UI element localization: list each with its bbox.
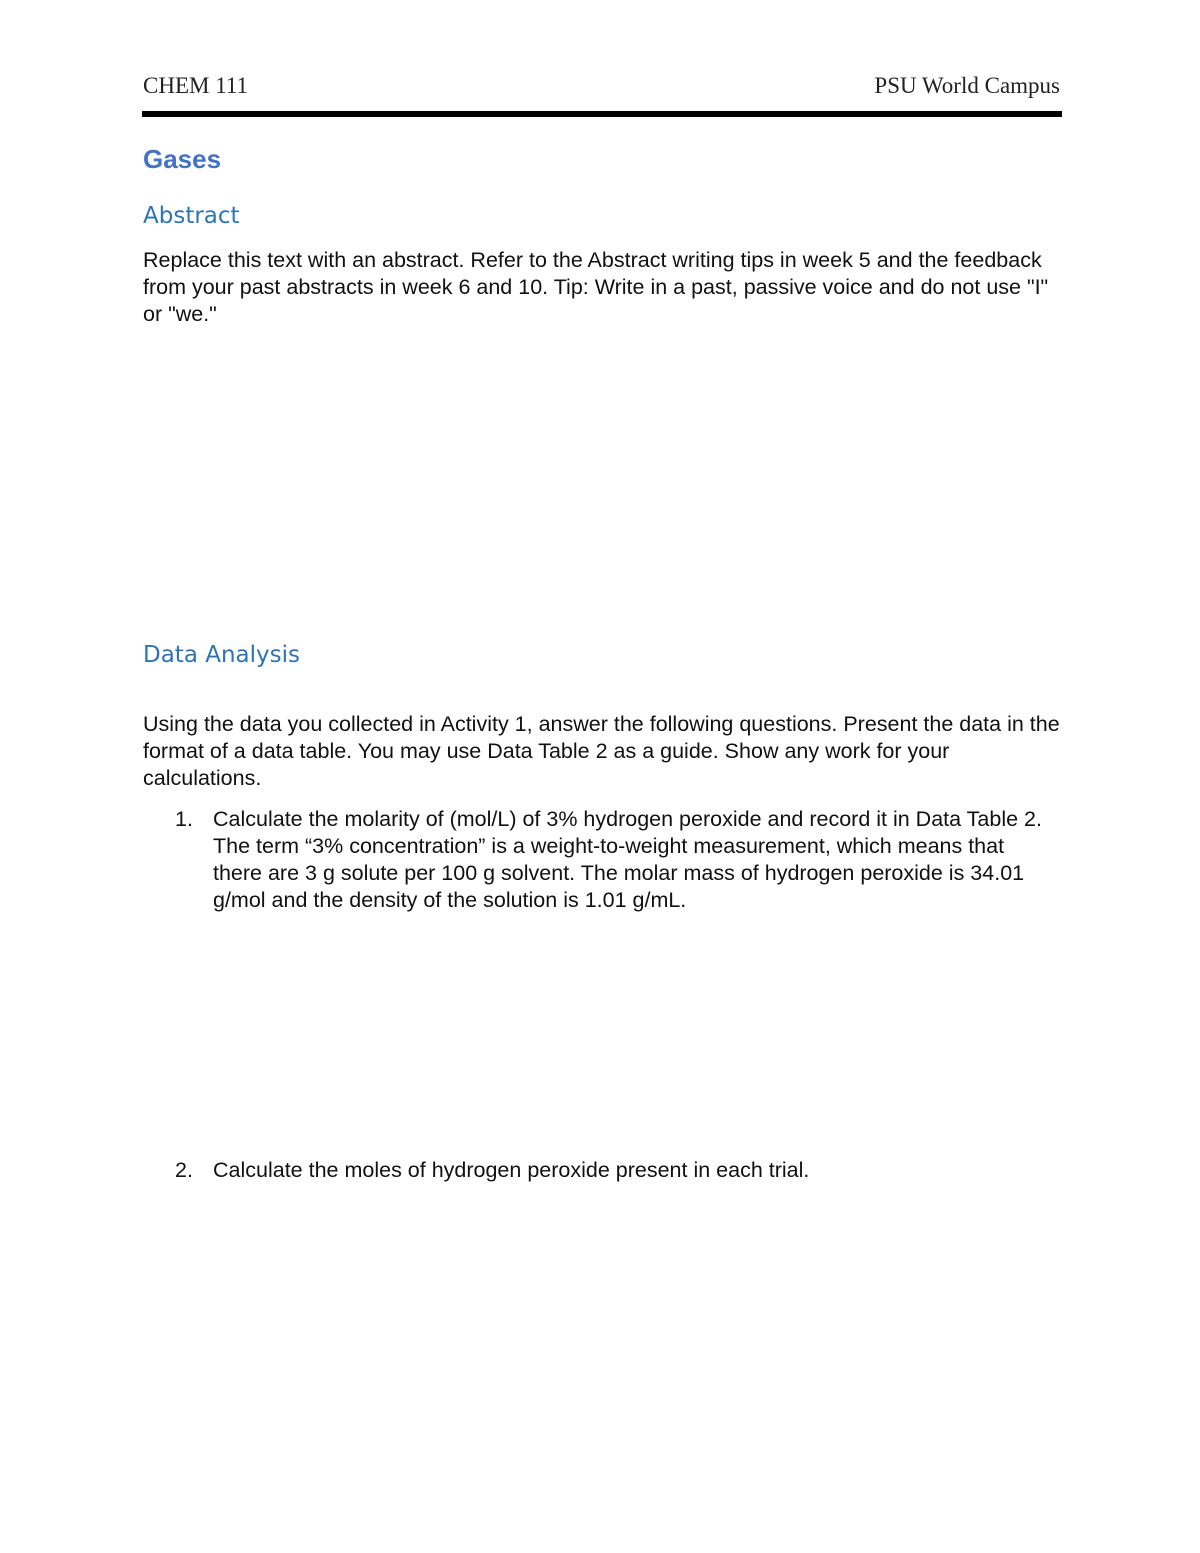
header-campus: PSU World Campus (874, 73, 1060, 98)
list-number: 2. (175, 1158, 193, 1182)
data-analysis-heading: Data Analysis (143, 642, 300, 668)
list-number: 1. (175, 807, 193, 831)
list-text: Calculate the moles of hydrogen peroxide present in each trial. (213, 1158, 810, 1182)
header-rule (142, 111, 1062, 117)
document-title: Gases (143, 144, 222, 174)
list-item-1 (175, 806, 1055, 914)
abstract-text: Replace this text with an abstract. Refer to the Abstract writing tips in week 5 and the feedback from your past abstracts in week 6 and 10. Tip: Write in a past, passive voice and do not use "I" or "we." (143, 248, 1049, 326)
data-analysis-intro: Using the data you collected in Activity 1, answer the following questions. Present the data in the format of a data table. You may use Data Table 2 as a guide. Show any work for your calculations. (143, 712, 1060, 790)
abstract-heading: Abstract (143, 203, 240, 229)
list-item-2 (175, 1157, 1055, 1184)
header-course: CHEM 111 (143, 73, 248, 98)
list-text: Calculate the molarity of (mol/L) of 3% hydrogen peroxide and record it in Data Table 2. The term “3% concentration” is a weight-to-weight measurement, which means that there are 3 g solute per 100 g solvent. The molar mass of hydrogen peroxide is 34.01 g/mol and the density of the solution is 1.01 g/mL. (213, 807, 1042, 912)
